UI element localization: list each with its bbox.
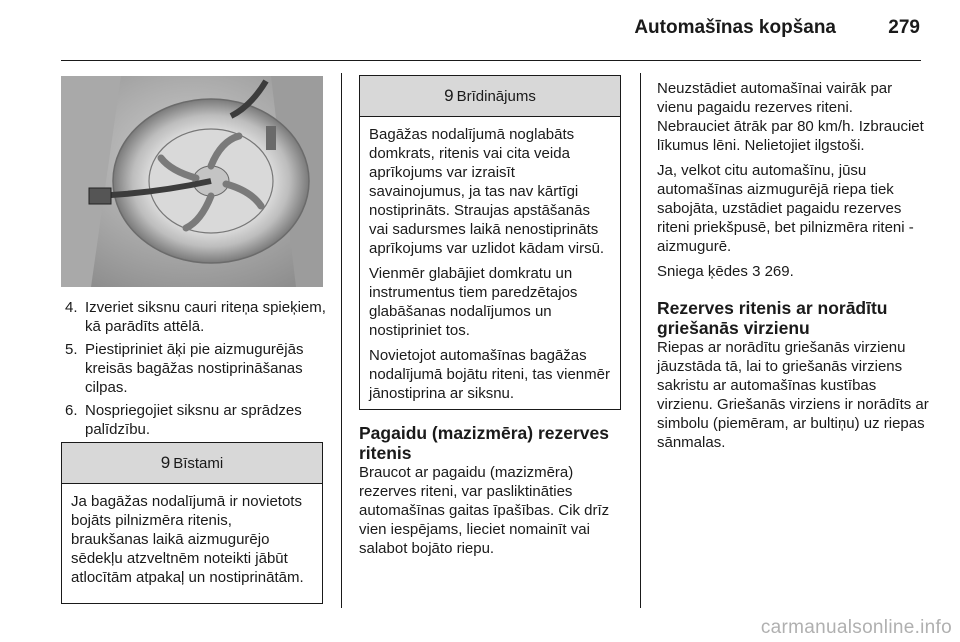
warning-paragraph: Vienmēr glabājiet domkratu un instrumentus tiem paredzētajos glabāšanas nodalījumos un nostipriniet tos. (369, 265, 578, 339)
step-item (61, 340, 331, 397)
spare-wheel-photo (61, 76, 323, 287)
step-text: Nospriegojiet siksnu ar sprādzes palīdzību. (85, 402, 302, 438)
warning-paragraph: Novietojot automašīnas bagāžas nodalījumā bojātu riteni, tas vienmēr jānostiprina ar siksnu. (369, 347, 610, 402)
danger-box-text: Ja bagāžas nodalījumā ir novietots bojāts pilnizmēra ritenis, braukšanas laikā aizmugurējo sēdekļu atzveltnēm noteikti jābūt atlocītām atpakaļ un nostiprinātām. (71, 493, 304, 586)
page-header-title: Automašīnas kopšana (634, 17, 836, 38)
step-text: Izveriet siksnu cauri riteņa spieķiem, kā parādīts attēlā. (85, 299, 326, 335)
danger-box-title: Bīstami (173, 454, 224, 472)
danger-box-header (62, 443, 322, 484)
step-number: 5. (65, 341, 78, 358)
header-divider (61, 60, 921, 61)
snow-chains-reference: Sniega ķēdes 3 269. (657, 263, 794, 280)
right-column-text (657, 79, 925, 287)
step-text: Piestipriniet āķi pie aizmugurējās kreisās bagāžas nostiprināšanas cilpas. (85, 341, 304, 396)
right-paragraph: Neuzstādiet automašīnai vairāk par vienu pagaidu rezerves riteni. Nebrauciet ātrāk par 80 km/h. Izbrauciet līkumus lēni. Nelietojiet ilgstoši. (657, 80, 924, 154)
warning-box (359, 75, 621, 410)
step-number: 6. (65, 402, 78, 419)
page-number: 279 (888, 17, 920, 38)
warning-box-title: Brīdinājums (456, 87, 536, 105)
right-paragraph: Ja, velkot citu automašīnu, jūsu automašīnas aizmugurējā riepa tiek sabojāta, uzstādiet pagaidu rezerves riteni priekšpusē, bet pilnizmēra riteni - aizmugurē. (657, 162, 914, 255)
compact-spare-text: Braucot ar pagaidu (mazizmēra) rezerves riteni, var pasliktināties automašīnas gaitas īpašības. Cik drīz vien iespējams, lieciet nomainīt vai salabot bojāto riepu. (359, 464, 610, 557)
compact-spare-heading: Pagaidu (mazizmēra) rezerves ritenis (359, 423, 609, 463)
column-divider-left (341, 73, 342, 608)
directional-spare-text: Riepas ar norādītu griešanās virzienu jāuzstāda tā, lai to griešanās virziens sakristu ar automašīnas kustības virzienu. Griešanās virziens ir norādīts ar simbolu (piemēram, ar bultiņu) uz riepas sānmalas. (657, 339, 929, 451)
step-number: 4. (65, 299, 78, 316)
warning-triangle-icon: 9 (444, 86, 454, 105)
warning-paragraph: Bagāžas nodalījumā noglabāts domkrats, ritenis vai cita veida aprīkojums var izraisīt savainojumus, ja tas nav kārtīgi nostiprināts. Straujas apstāšanās vai sadursmes laikā nenostiprināts aprīkojums var uzlidot kādam virsū. (369, 126, 605, 257)
column-divider-right (640, 73, 641, 608)
step-item (61, 401, 331, 439)
warning-triangle-icon: 9 (160, 453, 171, 472)
watermark: carmanualsonline.info (760, 617, 952, 638)
installation-steps (61, 298, 331, 443)
directional-spare-heading: Rezerves ritenis ar norādītu griešanās virzienu (657, 298, 888, 338)
danger-box (61, 442, 323, 604)
step-item (61, 298, 331, 336)
warning-box-header (360, 76, 620, 117)
